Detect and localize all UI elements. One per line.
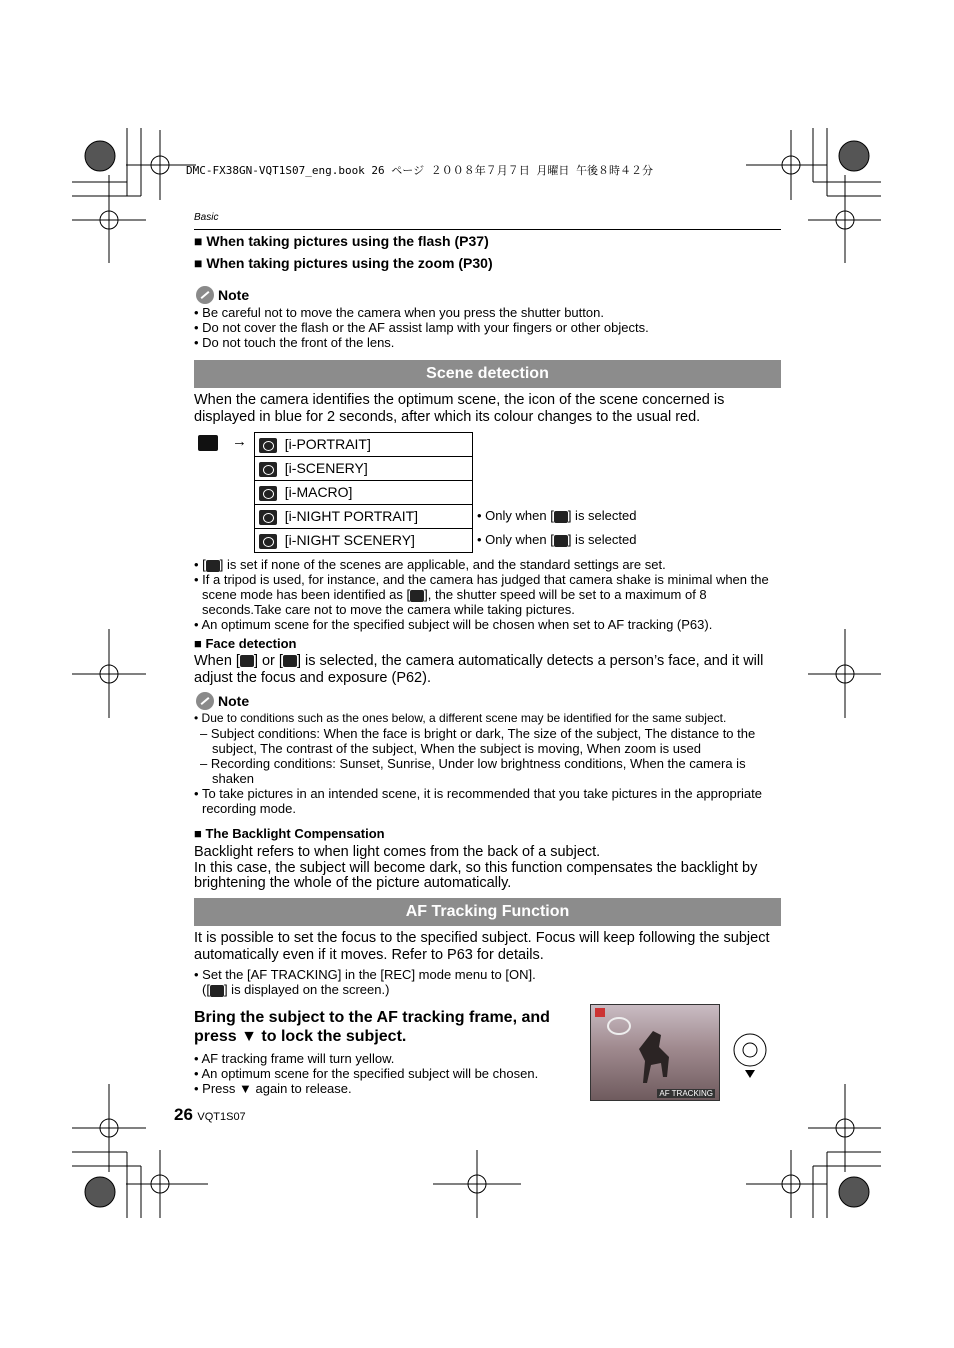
flash-auto-icon bbox=[554, 511, 568, 523]
backlight-heading: ■ The Backlight Compensation bbox=[194, 826, 385, 841]
af-tracking-label: AF TRACKING bbox=[659, 1089, 713, 1098]
note-list-1 bbox=[194, 305, 784, 350]
table-row: [i-PORTRAIT] bbox=[255, 433, 473, 457]
i-portrait-icon bbox=[259, 438, 277, 453]
camera-screen-image bbox=[590, 1004, 720, 1101]
arrow: → bbox=[232, 433, 247, 450]
i-night-portrait-icon bbox=[259, 510, 277, 525]
list-item: – Recording conditions: Sunset, Sunrise, Under low brightness conditions, When the camera is shaken bbox=[200, 756, 746, 786]
scene-bullets bbox=[194, 557, 784, 632]
note-item: • Do not touch the front of the lens. bbox=[194, 335, 395, 350]
scene-detection-bar: Scene detection bbox=[194, 360, 781, 388]
table-row: [i-NIGHT PORTRAIT] bbox=[255, 505, 473, 529]
note-heading-2 bbox=[196, 692, 249, 710]
mode-icon bbox=[595, 1008, 605, 1017]
list-item: • [ ] is set if none of the scenes are applicable, and the standard settings are set. bbox=[194, 557, 666, 572]
face-text: When [ ] or [ ] is selected, the camera automatically detects a person’s face, and it will adjust the focus and exposure (P62). bbox=[194, 653, 764, 686]
note-pencil-icon bbox=[196, 692, 214, 710]
list-item: • AF tracking frame will turn yellow. bbox=[194, 1051, 395, 1066]
list-item: • Due to conditions such as the ones below, a different scene may be identified for the same subject. bbox=[194, 711, 727, 725]
face-heading: ■ Face detection bbox=[194, 636, 297, 651]
i-night-scenery-icon bbox=[259, 534, 277, 549]
i-portrait-icon bbox=[240, 655, 254, 667]
page-footer bbox=[174, 1105, 246, 1125]
list-item: – Subject conditions: When the face is bright or dark, The size of the subject, The distance to the subject, The contrast of the subject, When the subject is moving, When zoom is used bbox=[200, 726, 756, 756]
note-label: Note bbox=[218, 693, 250, 709]
note-item: • Be careful not to move the camera when you press the shutter button. bbox=[194, 305, 604, 320]
intelligent-auto-icon bbox=[206, 560, 220, 572]
backlight-text: Backlight refers to when light comes from the back of a subject. In this case, the subject will become dark, so this function compensates the backlight by brightening the whole of the picture automatically. bbox=[194, 844, 758, 891]
af-step-heading: Bring the subject to the AF tracking frame, and press ▼ to lock the subject. bbox=[194, 1009, 550, 1045]
book-header-line: DMC-FX38GN-VQT1S07_eng.book 26 ページ ２００８年７月７日 月曜日 午後８時４２分 bbox=[186, 164, 653, 177]
note-list-2 bbox=[194, 711, 784, 816]
scene-table bbox=[254, 432, 473, 553]
section-label: Basic bbox=[194, 212, 219, 223]
zoom-heading: ■ When taking pictures using the zoom (P30) bbox=[194, 255, 493, 271]
table-row: [i-MACRO] bbox=[255, 481, 473, 505]
flash-heading: ■ When taking pictures using the flash (P37) bbox=[194, 233, 489, 249]
list-item: • Press ▼ again to release. bbox=[194, 1081, 352, 1096]
page-code: VQT1S07 bbox=[197, 1111, 246, 1123]
cursor-button bbox=[732, 1032, 770, 1080]
list-item: • To take pictures in an intended scene, it is recommended that you take pictures in the appropriate recording mode. bbox=[194, 786, 762, 816]
list-item: • An optimum scene for the specified subject will be chosen when set to AF tracking (P63). bbox=[194, 617, 713, 632]
i-night-scenery-icon bbox=[410, 590, 424, 602]
table-row: [i-NIGHT SCENERY] bbox=[255, 529, 473, 553]
zoom-heading-text: When taking pictures using the zoom (P30) bbox=[206, 255, 493, 271]
i-night-portrait-icon bbox=[283, 655, 297, 667]
af-set-note: • Set the [AF TRACKING] in the [REC] mode menu to [ON]. ([ ] is displayed on the screen.) bbox=[194, 967, 536, 997]
note-pencil-icon bbox=[196, 286, 214, 304]
header-rule bbox=[194, 229, 781, 230]
i-macro-icon bbox=[259, 486, 277, 501]
af-steps bbox=[194, 1051, 579, 1096]
scene-intro: When the camera identifies the optimum scene, the icon of the scene concerned is displayed in blue for 2 seconds, after which its colour changes to the usual red. bbox=[194, 392, 725, 425]
af-tracking-frame bbox=[607, 1017, 631, 1035]
page-number: 26 bbox=[174, 1105, 193, 1124]
af-tracking-icon bbox=[210, 985, 224, 997]
note-label: Note bbox=[218, 287, 250, 303]
table-row: [i-SCENERY] bbox=[255, 457, 473, 481]
list-item: • An optimum scene for the specified subject will be chosen. bbox=[194, 1066, 539, 1081]
af-intro: It is possible to set the focus to the specified subject. Focus will keep following the subject automatically even if it moves. Refer to P63 for details. bbox=[194, 930, 770, 963]
cond-flash: • Only when [ ] is selected bbox=[477, 508, 637, 523]
list-item: • If a tripod is used, for instance, and the camera has judged that camera shake is minimal when the scene mode has been identified as [ ], the shutter speed will be set to a maximum of 8 seconds.Take care not to move the camera while taking pictures. bbox=[194, 572, 769, 617]
note-item: • Do not cover the flash or the AF assist lamp with your fingers or other objects. bbox=[194, 320, 649, 335]
intelligent-auto-icon bbox=[198, 435, 218, 451]
cond-noflash: • Only when [ ] is selected bbox=[477, 532, 637, 547]
note-heading-1 bbox=[196, 286, 249, 304]
flash-heading-text: When taking pictures using the flash (P37) bbox=[206, 233, 489, 249]
flash-off-icon bbox=[554, 535, 568, 547]
dog-figure bbox=[631, 1027, 681, 1089]
af-tracking-bar: AF Tracking Function bbox=[194, 898, 781, 926]
i-scenery-icon bbox=[259, 462, 277, 477]
